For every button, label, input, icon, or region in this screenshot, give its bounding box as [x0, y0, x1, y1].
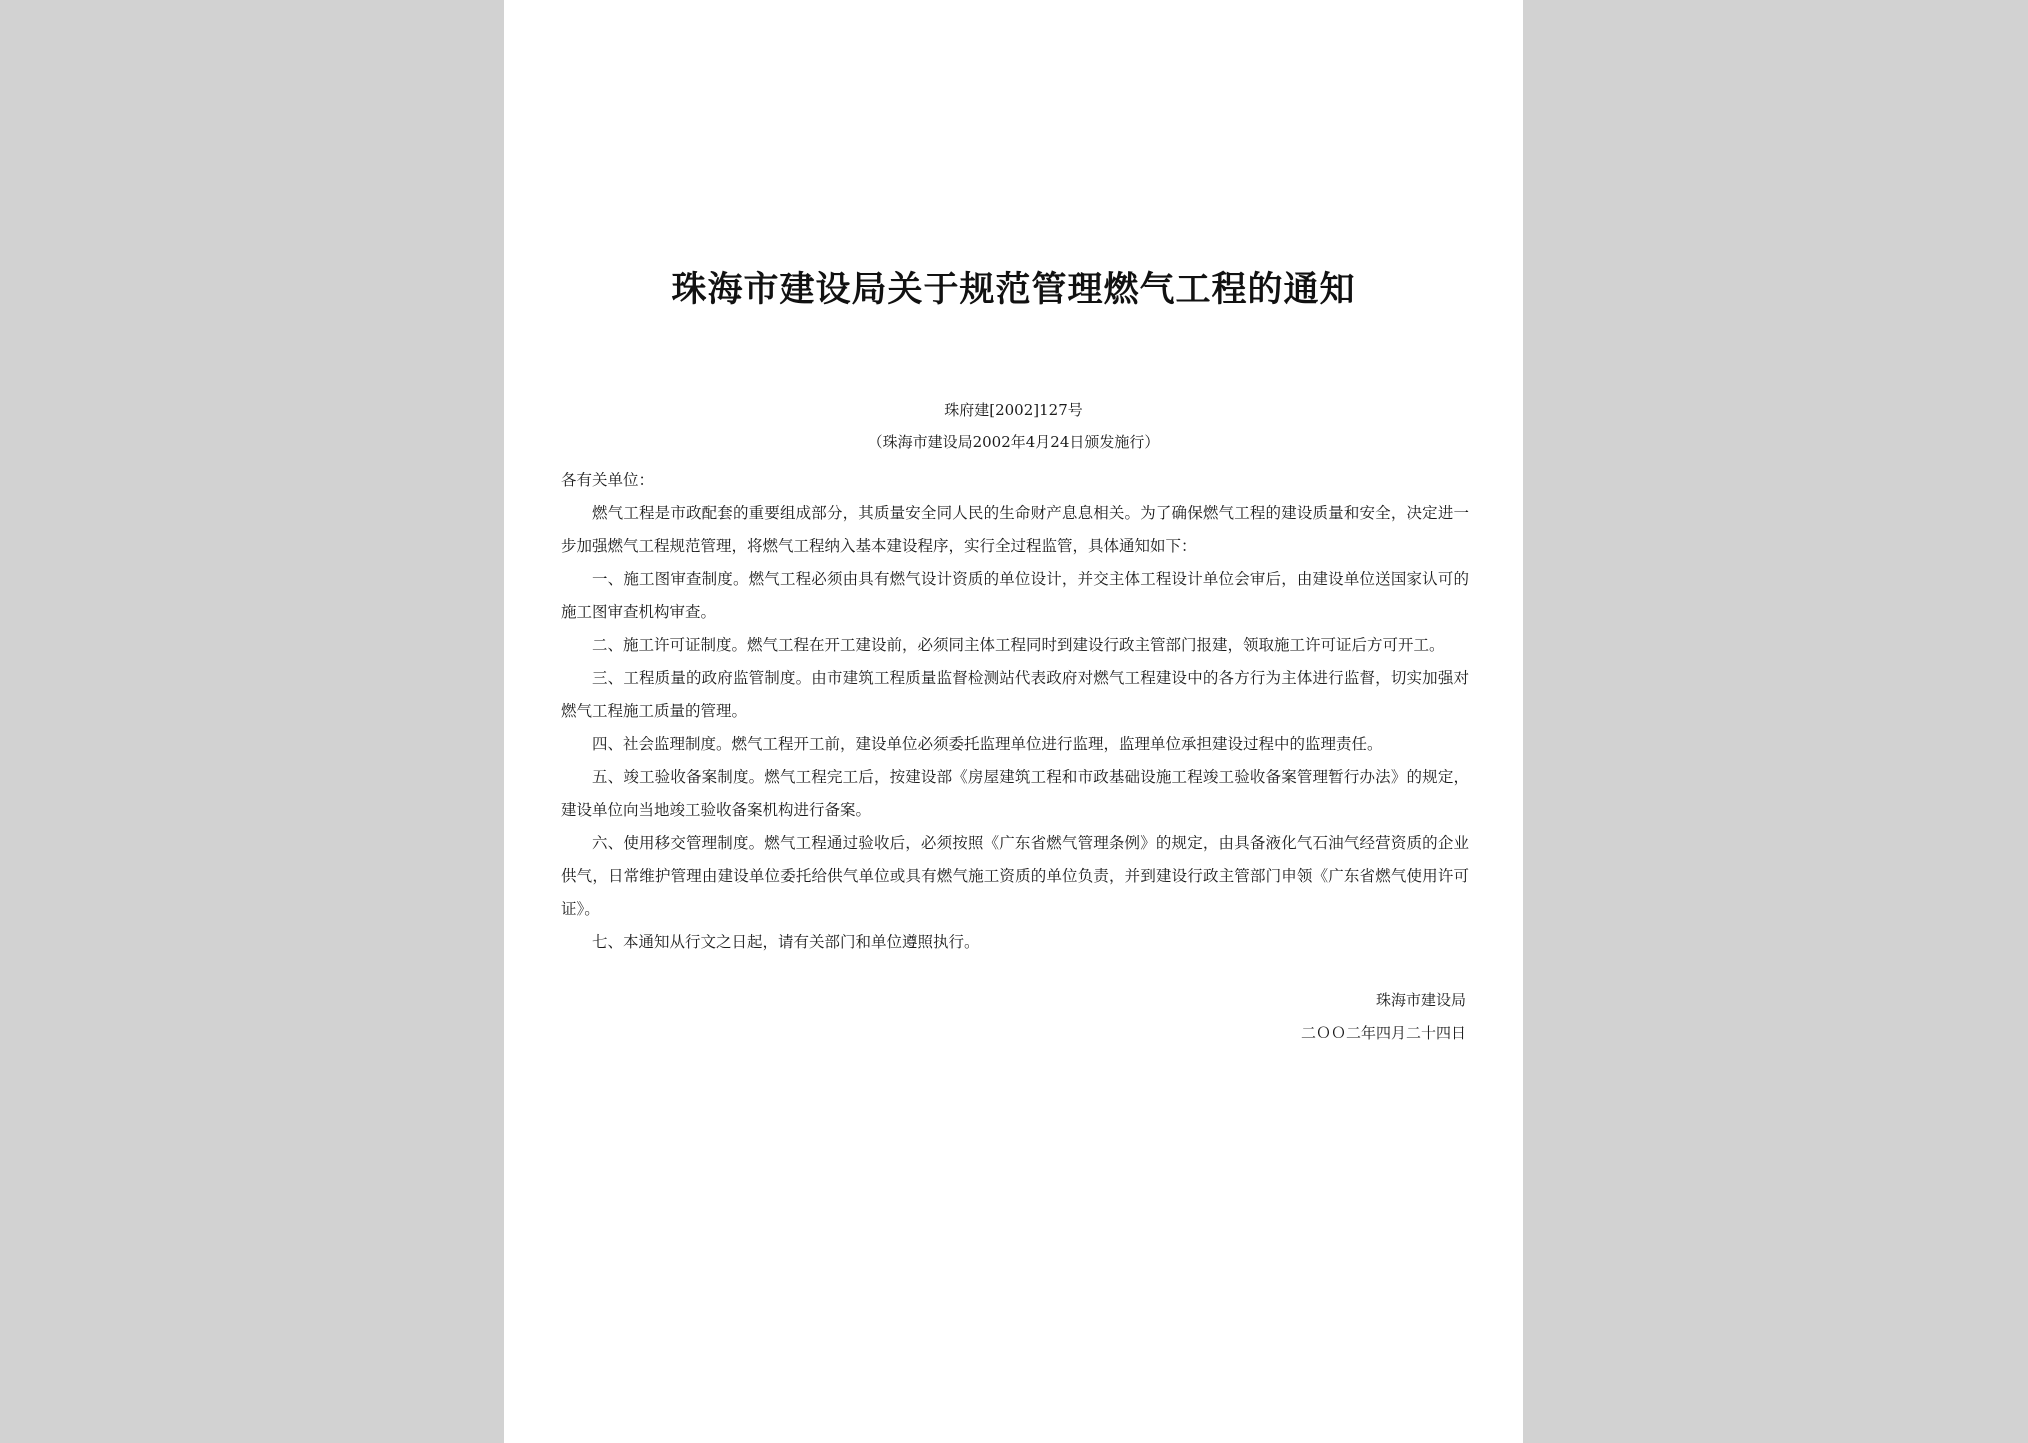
- paragraph-item-7: 七、本通知从行文之日起，请有关部门和单位遵照执行。: [592, 933, 980, 951]
- paragraph-intro: 燃气工程是市政配套的重要组成部分，其质量安全同人民的生命财产息息相关。为了确保燃气工程的建设质量和安全，决定进一步加强燃气工程规范管理，将燃气工程纳入基本建设程序，实行全过程监管，具体通知如下：: [561, 504, 1469, 555]
- document-title: 珠海市建设局关于规范管理燃气工程的通知: [671, 270, 1356, 310]
- paragraph-item-6: 六、使用移交管理制度。燃气工程通过验收后，必须按照《广东省燃气管理条例》的规定，由具备液化气石油气经营资质的企业供气，日常维护管理由建设单位委托给供气单位或具有燃气施工资质的单位负责，并到建设行政主管部门申领《广东省燃气使用许可证》。: [561, 834, 1469, 918]
- paragraph-item-1: 一、施工图审查制度。燃气工程必须由具有燃气设计资质的单位设计，并交主体工程设计单位会审后，由建设单位送国家认可的施工图审查机构审查。: [561, 570, 1469, 621]
- signature-organization: 珠海市建设局: [1375, 991, 1466, 1009]
- issue-note: （珠海市建设局2002年4月24日颁发施行）: [867, 433, 1160, 451]
- document-number: 珠府建[2002]127号: [944, 401, 1083, 419]
- document-page: [504, 0, 1523, 1443]
- document-body: [561, 464, 1469, 959]
- paragraph-item-4: 四、社会监理制度。燃气工程开工前，建设单位必须委托监理单位进行监理，监理单位承担建设过程中的监理责任。: [592, 735, 1383, 753]
- paragraph-item-5: 五、竣工验收备案制度。燃气工程完工后，按建设部《房屋建筑工程和市政基础设施工程竣工验收备案管理暂行办法》的规定，建设单位向当地竣工验收备案机构进行备案。: [561, 768, 1469, 819]
- paragraph-item-2: 二、施工许可证制度。燃气工程在开工建设前，必须同主体工程同时到建设行政主管部门报建，领取施工许可证后方可开工。: [592, 636, 1445, 654]
- paragraph-item-3: 三、工程质量的政府监管制度。由市建筑工程质量监督检测站代表政府对燃气工程建设中的各方行为主体进行监督，切实加强对燃气工程施工质量的管理。: [561, 669, 1469, 720]
- signature-date: 二ＯＯ二年四月二十四日: [1300, 1024, 1466, 1042]
- salutation: 各有关单位：: [561, 471, 655, 489]
